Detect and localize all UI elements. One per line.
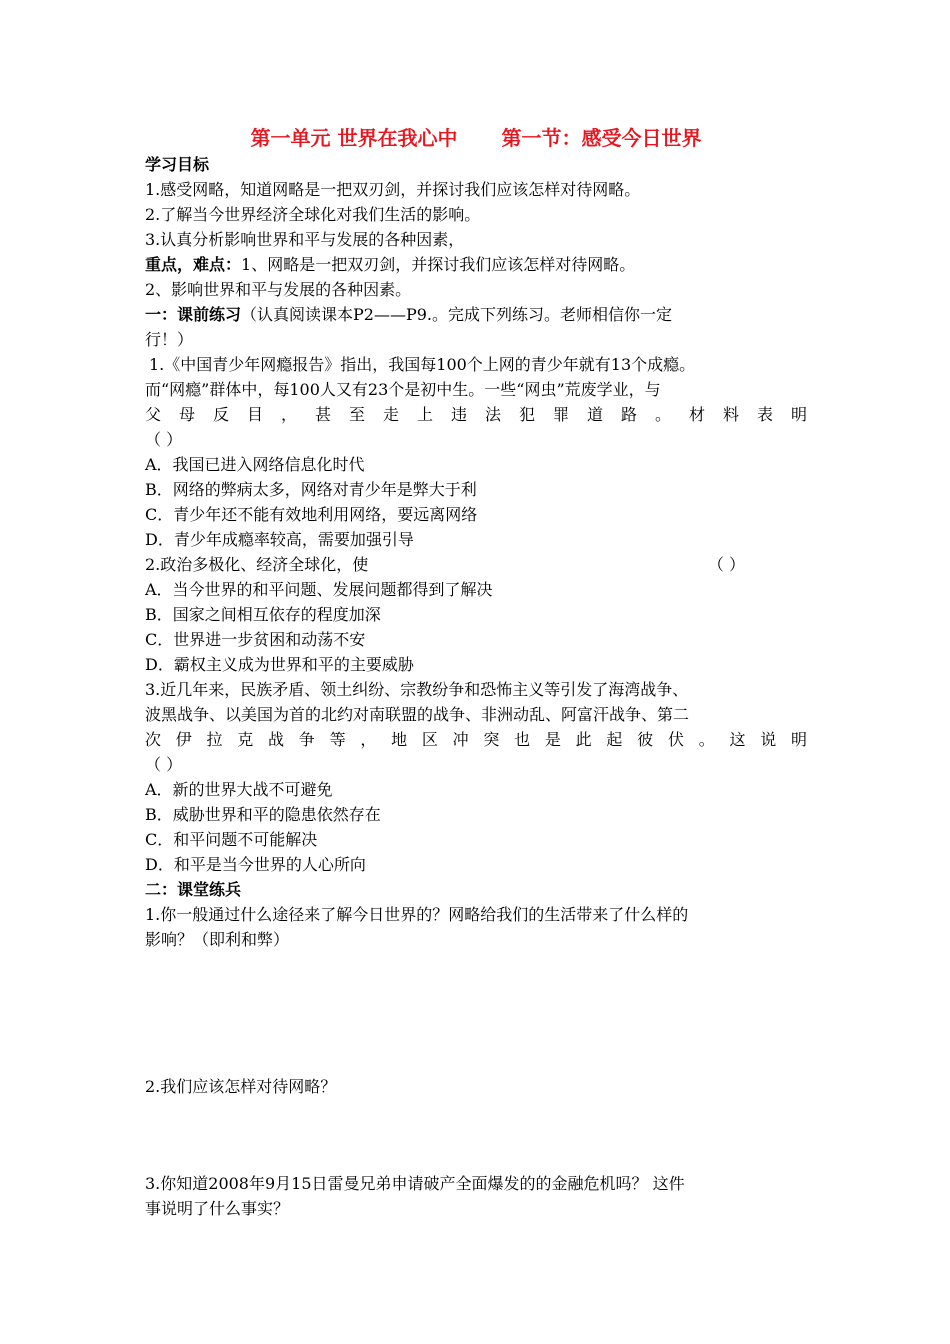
part2-q3-line-1: 3.你知道2008年9月15日雷曼兄弟申请破产全面爆发的的金融危机吗？ 这件: [145, 1174, 685, 1193]
keypoints-line-2: 2、影响世界和平与发展的各种因素。: [145, 280, 412, 299]
q2-option-b: B．国家之间相互依存的程度加深: [145, 605, 381, 624]
q2-option-d: D．霸权主义成为世界和平的主要威胁: [145, 655, 414, 674]
answer-space-1: [145, 952, 807, 1074]
section-title: 第一节：感受今日世界: [501, 126, 702, 150]
worksheet-page: [145, 124, 807, 1221]
keypoints-text-1: 1、网略是一把双刃剑，并探讨我们应该怎样对待网略。: [241, 255, 636, 274]
q3-line-2: 波黑战争、以美国为首的北约对南联盟的战争、非洲动乱、阿富汗战争、第二: [145, 705, 690, 724]
part1-intro-line-2: 行！）: [145, 330, 194, 349]
q2-answer-paren: （ ）: [707, 555, 745, 574]
part2-heading: 二：课堂练兵: [145, 880, 242, 899]
q3-option-b: B．威胁世界和平的隐患依然存在: [145, 805, 381, 824]
part2-q3-line-2: 事说明了什么事实？: [145, 1199, 290, 1218]
part2-q2: 2.我们应该怎样对待网略？: [145, 1077, 337, 1096]
keypoints-label: 重点，难点：: [145, 255, 242, 274]
unit-title: 第一单元 世界在我心中: [250, 126, 458, 150]
q3-line-3: 次伊拉克战争等，地区冲突也是此起彼伏。这说明: [145, 730, 807, 749]
q3-option-c: C．和平问题不可能解决: [145, 830, 318, 849]
objectives-heading: 学习目标: [145, 155, 210, 174]
q1-option-d: D．青少年成瘾率较高，需要加强引导: [145, 530, 414, 549]
part2-q1-line-1: 1.你一般通过什么途径来了解今日世界的？网略给我们的生活带来了什么样的: [145, 905, 689, 924]
objective-item-3: 3.认真分析影响世界和平与发展的各种因素，: [145, 230, 465, 249]
q1-line-3: 父母反目，甚至走上违法犯罪道路。材料表明: [145, 405, 807, 424]
q1-option-b: B．网络的弊病太多，网络对青少年是弊大于利: [145, 480, 477, 499]
q2-stem: 2.政治多极化、经济全球化，使: [145, 555, 369, 574]
part1-intro: [145, 302, 807, 327]
q1-option-a: A．我国已进入网络信息化时代: [145, 455, 365, 474]
objective-item-1: 1.感受网略，知道网略是一把双刃剑，并探讨我们应该怎样对待网略。: [145, 180, 641, 199]
part1-heading: 一：课前练习: [145, 305, 242, 324]
part2-q1-line-2: 影响？（即利和弊）: [145, 930, 290, 949]
answer-space-2: [145, 1099, 807, 1171]
q3-option-d: D．和平是当今世界的人心所向: [145, 855, 366, 874]
q1-answer-paren: （ ）: [145, 430, 183, 449]
q2-option-c: C．世界进一步贫困和动荡不安: [145, 630, 366, 649]
keypoints-line-1: [145, 252, 807, 277]
q2-option-a: A．当今世界的和平问题、发展问题都得到了解决: [145, 580, 493, 599]
q2-stem-row: [145, 552, 807, 577]
q1-option-c: C．青少年还不能有效地利用网络，要远离网络: [145, 505, 478, 524]
objective-item-2: 2.了解当今世界经济全球化对我们生活的影响。: [145, 205, 481, 224]
q3-answer-paren: （ ）: [145, 755, 183, 774]
page-title: [145, 124, 807, 152]
q1-line-2: 而“网瘾”群体中，每100人又有23个是初中生。一些“网虫”荒废学业，与: [145, 380, 661, 399]
q3-option-a: A．新的世界大战不可避免: [145, 780, 333, 799]
part1-intro-text: （认真阅读课本P2——P9.。完成下列练习。老师相信你一定: [241, 305, 672, 324]
q3-line-1: 3.近几年来，民族矛盾、领土纠纷、宗教纷争和恐怖主义等引发了海湾战争、: [145, 680, 689, 699]
q1-line-1: 1.《中国青少年网瘾报告》指出，我国每100个上网的青少年就有13个成瘾。: [149, 355, 696, 374]
